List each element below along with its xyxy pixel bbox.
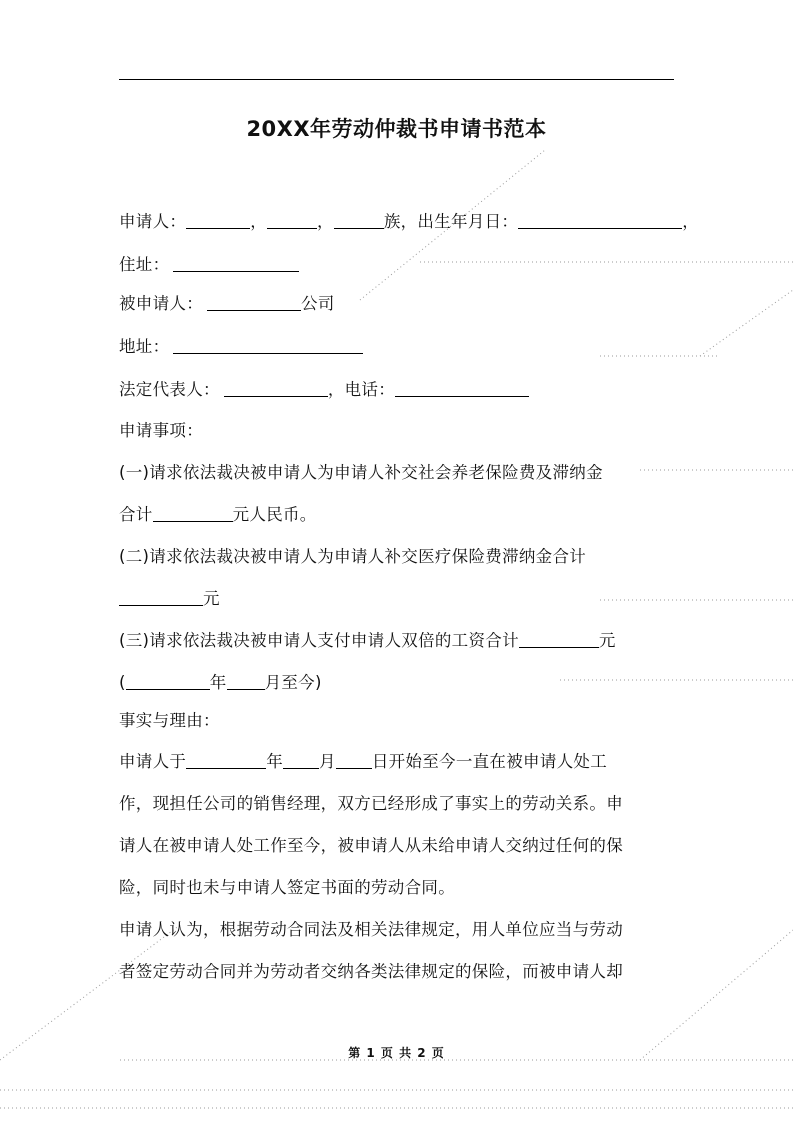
claim2-line1: (二)请求依法裁决被申请人为申请人补交医疗保险费滞纳金合计 — [119, 547, 587, 566]
phone-label: ，电话： — [327, 380, 396, 399]
claim1-currency: 元人民币。 — [232, 505, 317, 524]
claim3-currency: 元 — [598, 631, 616, 650]
respondent-line — [119, 292, 335, 316]
respondent-address-label: 地址： — [119, 337, 170, 356]
claim3-month-blank — [227, 673, 265, 690]
separator: ， — [250, 212, 268, 231]
applicant-ethnic-blank — [334, 212, 384, 229]
separator: ， — [317, 212, 334, 231]
claim1-amount-blank — [153, 505, 233, 522]
legal-rep-blank — [224, 380, 328, 397]
month-label: 月 — [319, 752, 336, 771]
facts-line1-text: 日开始至今一直在被申请人处工 — [371, 752, 608, 771]
claim3-line2 — [119, 671, 322, 695]
address-blank — [173, 255, 299, 272]
facts-p2-line2: 者签定劳动合同并为劳动者交纳各类法律规定的保险，而被申请人却 — [119, 962, 623, 981]
facts-p1-line4: 险，同时也未与申请人签定书面的劳动合同。 — [119, 878, 455, 897]
applicant-label: 申请人： — [119, 212, 187, 231]
claim2-line2 — [119, 587, 220, 611]
respondent-label: 被申请人： — [119, 294, 203, 313]
year-label: 年 — [209, 673, 227, 692]
phone-blank — [395, 380, 529, 397]
claim3-text: (三)请求依法裁决被申请人支付申请人双倍的工资合计 — [119, 631, 519, 650]
facts-day-blank — [336, 752, 372, 769]
respondent-address-blank — [173, 337, 363, 354]
legal-rep-line — [119, 378, 529, 402]
facts-p1-line1 — [119, 750, 607, 774]
claim1-line1: (一)请求依法裁决被申请人为申请人补交社会养老保险费及滞纳金 — [119, 463, 603, 482]
claim3-line1 — [119, 629, 616, 653]
applicant-gender-blank — [267, 212, 317, 229]
address-label: 住址： — [119, 255, 170, 274]
applicant-name-blank — [186, 212, 250, 229]
page-footer: 第 1 页 共 2 页 — [348, 1046, 445, 1060]
month-until-now: 月至今) — [264, 673, 322, 692]
claim2-amount-blank — [119, 589, 203, 606]
respondent-blank — [207, 294, 301, 311]
claim1-total-label: 合计 — [119, 505, 153, 524]
applicant-line — [119, 210, 699, 234]
facts-p1-line2: 作，现担任公司的销售经理，双方已经形成了事实上的劳动关系。申 — [119, 794, 623, 813]
paren-open: ( — [119, 673, 126, 692]
legal-rep-label: 法定代表人： — [119, 380, 220, 399]
facts-month-blank — [283, 752, 319, 769]
address-line — [119, 253, 299, 277]
facts-p1-line3: 请人在被申请人处工作至今，被申请人从未给申请人交纳过任何的保 — [119, 836, 623, 855]
header-rule — [119, 79, 674, 80]
respondent-address-line — [119, 335, 363, 359]
separator: ， — [682, 212, 700, 231]
claims-heading: 申请事项： — [119, 421, 203, 440]
document-title: 20XX年劳动仲裁书申请书范本 — [246, 117, 547, 141]
birthdate-blank — [518, 212, 682, 229]
respondent-suffix: 公司 — [301, 294, 335, 313]
claim2-currency: 元 — [203, 589, 220, 608]
year-label: 年 — [266, 752, 284, 771]
facts-p2-line1: 申请人认为，根据劳动合同法及相关法律规定，用人单位应当与劳动 — [119, 920, 623, 939]
claim3-year-blank — [126, 673, 210, 690]
claim3-amount-blank — [519, 631, 599, 648]
ethnic-birthdate-label: 族，出生年月日： — [383, 212, 519, 231]
facts-start-label: 申请人于 — [119, 752, 187, 771]
claim1-line2 — [119, 503, 317, 527]
facts-year-blank — [186, 752, 266, 769]
facts-heading: 事实与理由： — [119, 711, 220, 730]
